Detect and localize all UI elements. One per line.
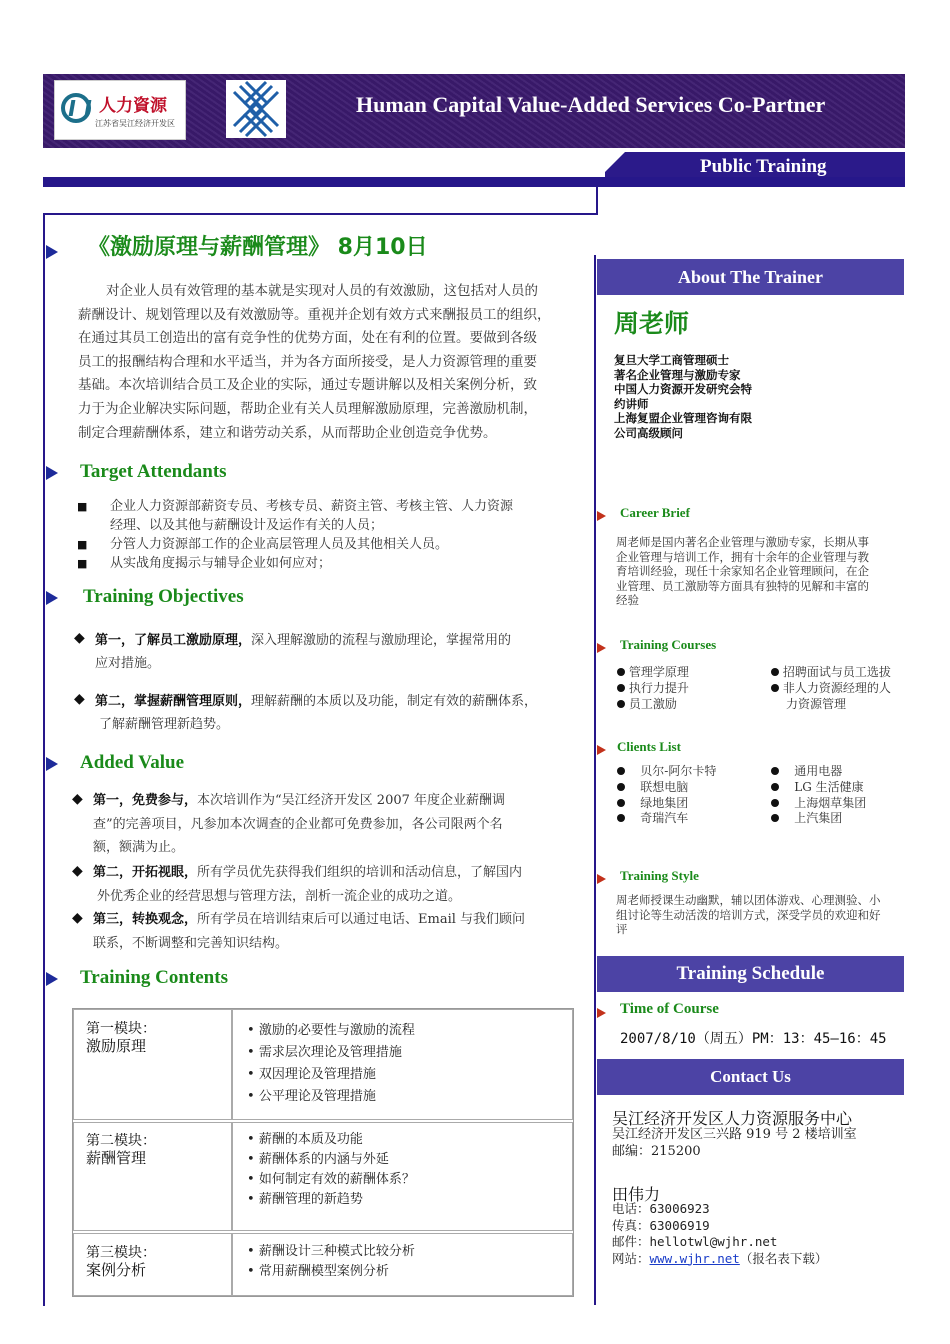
course-title: 《激励原理与薪酬管理》 8月10日 (88, 235, 428, 260)
list-item: • 需求层次理论及管理措施 (247, 1045, 402, 1060)
module-items-cell (232, 1122, 573, 1231)
arrow-icon (46, 757, 58, 771)
list-item: 上汽集团 (771, 811, 866, 827)
arrow-icon (46, 591, 58, 605)
time-of-course-title: Time of Course (620, 1001, 719, 1017)
square-bullet-icon: ■ (77, 557, 88, 570)
career-brief-text: 周老师是国内著名企业管理与激励专家，长期从事 企业管理与培训工作，拥有十余年的企业管理与教 育培训经验，现任十余家知名企业管理顾问，在企 业管理、员工激励等方面具有独特的见解和丰富的 经验 (616, 535, 869, 608)
banner-title: Human Capital Value-Added Services Co-Partner (356, 92, 826, 117)
section-title-contents: Training Contents (80, 967, 228, 988)
about-trainer-bar: About The Trainer (597, 259, 904, 295)
list-item: 奇瑞汽车 (617, 811, 716, 827)
list-item: 分管人力资源部工作的企业高层管理人员及其他相关人员。 (110, 537, 449, 552)
career-brief-title: Career Brief (620, 505, 690, 520)
courses-right-list (771, 665, 891, 712)
arrow-icon (597, 511, 606, 521)
hr-logo (54, 80, 186, 140)
square-bullet-icon: ■ (77, 500, 88, 513)
list-item: 管理学原理 (617, 665, 689, 681)
list-item: • 薪酬设计三种模式比较分析 (247, 1244, 415, 1259)
knot-logo-icon (226, 80, 286, 138)
header-rule (43, 177, 905, 187)
list-item: • 薪酬体系的内涵与外延 (247, 1152, 389, 1167)
list-item: 绿地集团 (617, 796, 716, 812)
list-item: 第三，转换观念，所有学员在培训结束后可以通过电话、Email 与我们顾问 联系，不断调整和完善知识结构。 (93, 912, 526, 951)
list-item: 员工激励 (617, 697, 689, 713)
module-cell: 第一模块： 激励原理 (73, 1009, 232, 1120)
list-item: 联想电脑 (617, 780, 716, 796)
training-courses-title: Training Courses (620, 637, 717, 652)
list-item: 企业人力资源部薪资专员、考核专员、薪资主管、考核主管、人力资源 经理、以及其他与薪酬设计及运作有关的人员； (110, 499, 514, 533)
trainer-credentials: 复旦大学工商管理硕士 著名企业管理与激励专家 中国人力资源开发研究会特 约讲师 上海复盟企业管理咨询有限 公司高级顾问 (614, 353, 752, 440)
hr-logo-icon (61, 93, 91, 123)
section-title-target: Target Attendants (80, 461, 227, 482)
list-item: • 激励的必要性与激励的流程 (247, 1023, 415, 1038)
arrow-icon (597, 643, 606, 653)
website-link[interactable]: www.wjhr.net (649, 1250, 740, 1266)
clients-right-list (771, 764, 866, 827)
training-style-text: 周老师授课生动幽默，辅以团体游戏、心理测验、小 组讨论等生动活泼的培训方式，深受学员的欢迎和好 评 (616, 893, 881, 937)
hr-logo-subtext: 江苏省吴江经济开发区 (95, 119, 175, 128)
list-item: • 常用薪酬模型案例分析 (247, 1264, 389, 1279)
section-title-objectives: Training Objectives (83, 586, 244, 607)
list-item: • 双因理论及管理措施 (247, 1067, 376, 1082)
arrow-icon (597, 745, 606, 755)
contents-table (72, 1008, 574, 1297)
contact-address-block: 吴江经济开发区三兴路 919 号 2 楼培训室 邮编：215200 (612, 1127, 857, 1159)
arrow-icon (597, 874, 606, 884)
list-item: 第二，开拓视眼，所有学员优先获得我们组织的培训和活动信息，了解国内 外优秀企业的经营思想与管理方法，剖析一流企业的成功之道。 (93, 865, 523, 904)
course-time: 2007/8/10（周五）PM：13：45—16：45 (620, 1031, 887, 1047)
list-item: 从实战角度揭示与辅导企业如何应对； (110, 556, 332, 571)
column-divider (594, 255, 596, 1305)
list-item: 贝尔-阿尔卡特 (617, 764, 716, 780)
clients-left-list (617, 764, 716, 827)
diamond-bullet-icon: ◆ (74, 691, 85, 707)
list-item: LG 生活健康 (771, 780, 866, 796)
hr-logo-text: 人力資源 (99, 96, 167, 116)
courses-left-list (617, 665, 689, 712)
section-title-added-value: Added Value (80, 752, 185, 773)
divider (596, 187, 598, 215)
list-item: 招聘面试与员工选拔 (771, 665, 891, 681)
divider (43, 213, 598, 215)
diamond-bullet-icon: ◆ (72, 791, 83, 807)
list-item: • 如何制定有效的薪酬体系？ (247, 1172, 415, 1187)
diamond-bullet-icon: ◆ (72, 910, 83, 926)
list-item: 非人力资源经理的人 (771, 681, 891, 697)
public-training-label: Public Training (700, 156, 827, 177)
contact-us-bar: Contact Us (597, 1059, 904, 1095)
arrow-icon (46, 466, 58, 480)
square-bullet-icon: ■ (77, 538, 88, 551)
module-cell: 第三模块： 案例分析 (73, 1233, 232, 1296)
list-item: 第一，免费参与，本次培训作为“吴江经济开发区 2007 年度企业薪酬调 查”的完善项目，凡参加本次调查的企业都可免费参加，各公司限两个名 额，额满为止。 (93, 793, 506, 855)
diamond-bullet-icon: ◆ (72, 863, 83, 879)
list-item: 上海烟草集团 (771, 796, 866, 812)
training-style-title: Training Style (620, 868, 699, 883)
arrow-icon (597, 1008, 606, 1018)
list-item: 第二，掌握薪酬管理原则，理解薪酬的本质以及功能，制定有效的薪酬体系， 了解薪酬管理新趋势。 (95, 694, 538, 732)
module-items-cell (232, 1233, 573, 1296)
diamond-bullet-icon: ◆ (74, 630, 85, 646)
arrow-icon (46, 972, 58, 986)
list-item: 执行力提升 (617, 681, 689, 697)
training-schedule-bar: Training Schedule (597, 956, 904, 992)
list-item: • 薪酬的本质及功能 (247, 1132, 363, 1147)
list-item: 通用电器 (771, 764, 866, 780)
module-cell: 第二模块： 薪酬管理 (73, 1122, 232, 1231)
contact-details: 电话：63006923 传真：63006919 邮件：hellotwl@wjhr.net 网站：www.wjhr.net（报名表下载） (612, 1201, 828, 1266)
contact-org: 吴江经济开发区人力资源服务中心 (612, 1109, 853, 1128)
trainer-name: 周老师 (614, 309, 690, 338)
list-item: 力资源管理 (786, 696, 847, 711)
list-item: 第一，了解员工激励原理，深入理解激励的流程与激励理论，掌握常用的 应对措施。 (95, 633, 512, 671)
clients-list-title: Clients List (617, 739, 681, 754)
module-items-cell (232, 1009, 573, 1120)
intro-paragraph: 对企业人员有效管理的基本就是实现对人员的有效激励，这包括对人员的 薪酬设计、规划管理以及有效激励等。重视并企划有效方式来酬报员工的组织， 在通过其员工创造出的富有竞争性的优势方面，处在有利的位置。要做到各级 员工的报酬结构合理和水平适当，并为各方面所接受，是人力资源管理的重要 基础。本次培训结合员工及企业的实际，通过专题讲解以及相关案例分析，致 力于为企业解决实际问题，帮助企业有关人员理解激励原理，完善激励机制， 制定合理薪酬体系，建立和谐劳动关系，从而帮助企业创造竞争优势。 (78, 283, 551, 441)
contact-person: 田伟力 (612, 1185, 661, 1204)
list-item: • 薪酬管理的新趋势 (247, 1192, 363, 1207)
list-item: • 公平理论及管理措施 (247, 1089, 376, 1104)
arrow-icon (46, 245, 58, 259)
left-border (43, 213, 45, 1306)
